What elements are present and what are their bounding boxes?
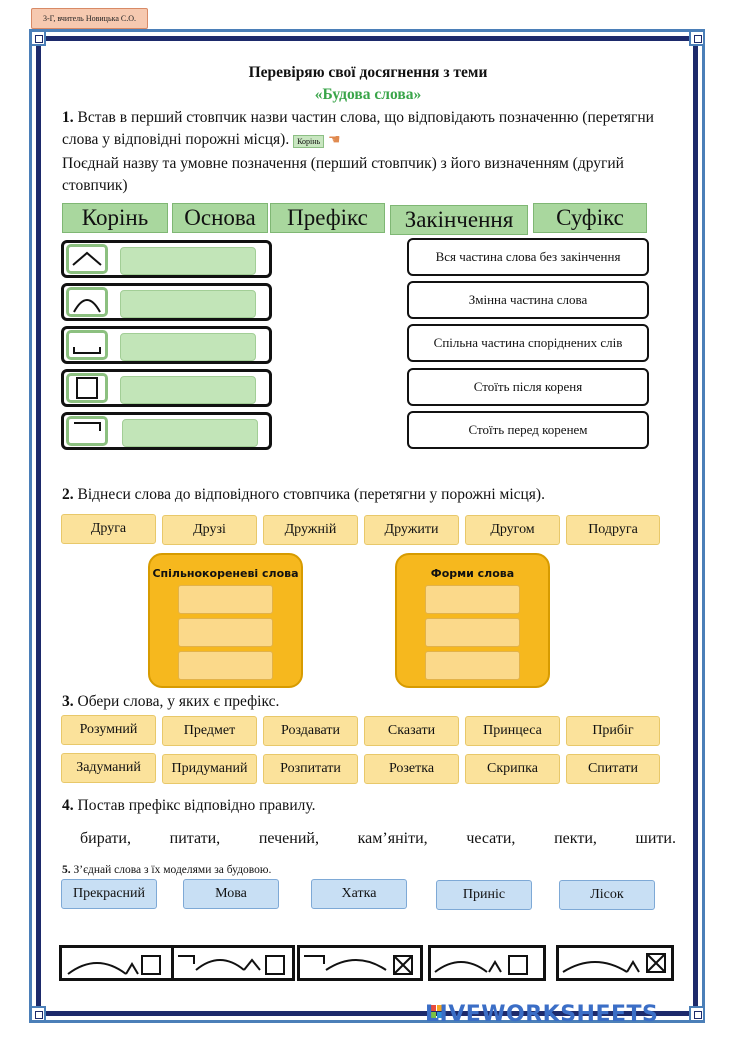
- select-word-chip[interactable]: Предмет: [162, 716, 257, 746]
- task5-number: 5.: [62, 864, 71, 876]
- word-chip[interactable]: Друзі: [162, 515, 257, 545]
- word-chip[interactable]: Хатка: [311, 879, 407, 909]
- drop-slot[interactable]: [120, 290, 256, 318]
- word-chip[interactable]: Дружній: [263, 515, 358, 545]
- word-model[interactable]: [171, 945, 295, 981]
- page-subtitle: «Будова слова»: [314, 86, 422, 103]
- word-chip[interactable]: Лісок: [559, 880, 655, 910]
- select-word-chip[interactable]: Спитати: [566, 754, 660, 784]
- root-icon: [66, 244, 108, 274]
- word-forms-card: [395, 553, 550, 688]
- task4-word[interactable]: чесати,: [466, 830, 516, 847]
- word-model[interactable]: [59, 945, 177, 981]
- select-word-chip[interactable]: Принцеса: [465, 716, 560, 746]
- select-word-chip[interactable]: Розпитати: [263, 754, 358, 784]
- task1-instructions: [62, 107, 662, 197]
- symbol-row: [61, 369, 272, 407]
- page-title: Перевіряю свої досягнення з теми: [248, 64, 488, 81]
- symbol-row: [61, 326, 272, 364]
- drop-slot[interactable]: [178, 585, 273, 614]
- select-word-chip[interactable]: Придуманий: [162, 754, 257, 784]
- drop-slot[interactable]: [178, 651, 273, 680]
- word-chip-ending[interactable]: Закінчення: [390, 205, 528, 235]
- task4-instructions: [62, 795, 662, 817]
- task1-text-b: Поєднай назву та умовне позначення (перший стовпчик) з його визначенням (другий стовпчик): [62, 155, 624, 194]
- drop-slot[interactable]: [120, 376, 256, 404]
- definition-box[interactable]: Вся частина слова без закінчення: [407, 238, 649, 276]
- task4-word[interactable]: печений,: [258, 830, 319, 847]
- task3-instructions: [62, 691, 662, 713]
- select-word-chip[interactable]: Прибіг: [566, 716, 660, 746]
- definition-box[interactable]: Змінна частина слова: [407, 281, 649, 319]
- drop-slot[interactable]: [425, 618, 520, 647]
- task1-number: 1.: [62, 109, 74, 126]
- root-suffix-ending-model-icon: [62, 948, 174, 978]
- symbol-row: [61, 412, 272, 450]
- pointer-hand-icon: ☚: [328, 133, 341, 148]
- corner-ornament: [689, 1006, 705, 1022]
- task3-text: Обери слова, у яких є префікс.: [77, 693, 280, 710]
- word-chip[interactable]: Друга: [61, 514, 156, 544]
- select-word-chip[interactable]: Сказати: [364, 716, 459, 746]
- task4-word[interactable]: кам’яніти,: [357, 830, 428, 847]
- task4-text: Постав префікс відповідно правилу.: [77, 797, 316, 814]
- root-suffix-null-ending-model-icon: [431, 948, 543, 978]
- drop-slot[interactable]: [425, 585, 520, 614]
- word-chip-root[interactable]: Корінь: [62, 203, 168, 233]
- prefix-icon: [66, 416, 108, 446]
- base-icon: [66, 330, 108, 360]
- watermark: LIVEWORKSHEETS: [425, 1002, 659, 1027]
- cognates-card-title: Спільнокореневі слова: [152, 567, 299, 580]
- select-word-chip[interactable]: Роздавати: [263, 716, 358, 746]
- root-suffix-crossed-ending-model-icon: [559, 948, 671, 978]
- word-chip-prefix[interactable]: Префікс: [270, 203, 385, 233]
- symbol-row: [61, 283, 272, 321]
- task4-number: 4.: [62, 797, 74, 814]
- symbol-row: [61, 240, 272, 278]
- task1-text-a: Встав в перший стовпчик назви частин слова, що відповідають позначенню (перетягни слова у відповідні порожні місця).: [62, 109, 654, 148]
- corner-ornament: [689, 30, 705, 46]
- drop-slot[interactable]: [178, 618, 273, 647]
- suffix-icon: [66, 287, 108, 317]
- select-word-chip[interactable]: Скрипка: [465, 754, 560, 784]
- teacher-tag: 3-Г, вчитель Новицька С.О.: [31, 8, 148, 29]
- task4-word[interactable]: шити.: [635, 830, 676, 847]
- definition-box[interactable]: Спільна частина споріднених слів: [407, 324, 649, 362]
- select-word-chip[interactable]: Задуманий: [61, 753, 156, 783]
- prefix-root-suffix-ending-model-icon: [174, 948, 292, 978]
- select-word-chip[interactable]: Розумний: [61, 715, 156, 745]
- select-word-chip[interactable]: Розетка: [364, 754, 459, 784]
- word-chip-suffix[interactable]: Суфікс: [533, 203, 647, 233]
- word-chip[interactable]: Прекрасний: [61, 879, 157, 909]
- definition-box[interactable]: Стоїть перед коренем: [407, 411, 649, 449]
- cognates-card: [148, 553, 303, 688]
- definition-box[interactable]: Стоїть після кореня: [407, 368, 649, 406]
- task2-text: Віднеси слова до відповідного стовпчика (перетягни у порожні місця).: [77, 486, 545, 503]
- word-chip-base[interactable]: Основа: [172, 203, 268, 233]
- corner-ornament: [30, 30, 46, 46]
- task3-number: 3.: [62, 693, 74, 710]
- corner-ornament: [30, 1006, 46, 1022]
- word-model[interactable]: [556, 945, 674, 981]
- task4-word[interactable]: пекти,: [554, 830, 597, 847]
- word-chip[interactable]: Приніс: [436, 880, 532, 910]
- word-chip[interactable]: Мова: [183, 879, 279, 909]
- prefix-root-null-ending-model-icon: [300, 948, 420, 978]
- task4-word[interactable]: бирати,: [80, 830, 131, 847]
- task5-instructions: [62, 864, 271, 876]
- drop-slot[interactable]: [120, 333, 256, 361]
- drop-slot[interactable]: [120, 247, 256, 275]
- task4-word[interactable]: питати,: [169, 830, 221, 847]
- task4-word-list: [80, 830, 676, 848]
- drop-slot[interactable]: [425, 651, 520, 680]
- drop-slot[interactable]: [122, 419, 258, 447]
- task2-instructions: [62, 484, 692, 506]
- word-chip[interactable]: Дружити: [364, 515, 459, 545]
- word-chip[interactable]: Подруга: [566, 515, 660, 545]
- word-model[interactable]: [428, 945, 546, 981]
- word-forms-card-title: Форми слова: [430, 567, 515, 580]
- task1-hint-chip: Корінь: [293, 135, 324, 148]
- word-chip[interactable]: Другом: [465, 515, 560, 545]
- task2-number: 2.: [62, 486, 74, 503]
- task5-text: З’єднай слова з їх моделями за будовою.: [73, 864, 272, 876]
- word-model[interactable]: [297, 945, 423, 981]
- ending-icon: [66, 373, 108, 403]
